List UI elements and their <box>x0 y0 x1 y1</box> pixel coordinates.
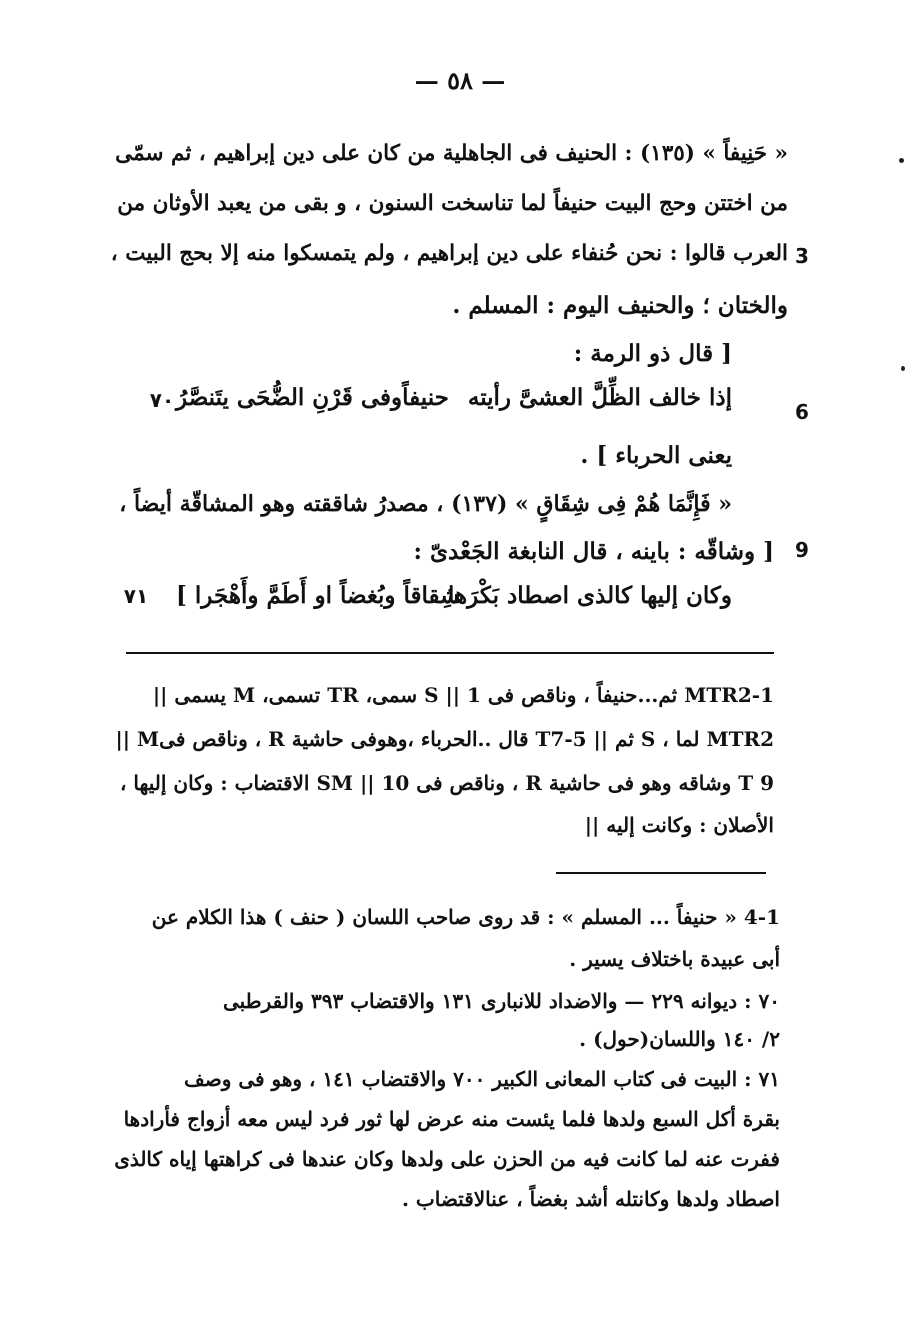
main-text-line: يعنى الحرباء ] . <box>580 442 732 469</box>
variant-line: الأصلان : وكانت إليه || <box>584 813 774 837</box>
notes-separator-rule <box>556 872 766 874</box>
variant-line: MTR2-1 ثم...حنيفاً ، وناقص فى S || 1 سمى، TR تسمى، M يسمى || <box>152 683 774 707</box>
main-text-line: العرب قالوا : نحن حُنفاء على دين إبراهيم ، ولم يتمسكوا منه إلا بحج البيت ، <box>110 241 788 266</box>
line-number-9: 9 <box>795 538 809 562</box>
note-line: ٧١ : البيت فى كتاب المعانى الكبير ٧٠٠ والاقتضاب ١٤١ ، وهو فى وصف <box>184 1067 780 1091</box>
main-text-line: « حَنِيفاً » (١٣٥) : الحنيف فى الجاهلية من كان على دين إبراهيم ، ثم سمّى <box>115 141 788 166</box>
verse-number-71: ٧١ <box>123 584 149 608</box>
note-line: أبى عبيدة باختلاف يسير . <box>569 947 780 971</box>
margin-dot <box>899 158 904 163</box>
line-number-3: 3 <box>795 244 809 268</box>
variant-line: MTR2 لما ، S ثم || T7-5 قال ..الحرباء ،وهوفى حاشية R ، وناقص فىM || <box>115 727 774 751</box>
note-line: بقرة أكل السبع ولدها فلما يئست منه عرض لها ثور فرد ليس معه أزواج فأرادها <box>123 1107 780 1131</box>
note-line: ففرت عنه لما كانت فيه من الحزن على ولدها وكان عندها فى كراهتها إياه كالذى <box>114 1147 780 1171</box>
verse-number-70: ٧٠ <box>149 388 175 412</box>
note-line: ٢/ ١٤٠ واللسان(حول) . <box>579 1027 780 1051</box>
main-text-line: « فَإِنَّمَا هُمْ فِى شِقَاقٍ » (١٣٧) ، مصدرُ شاققته وهو المشاقّة أيضاً ، <box>119 491 732 517</box>
page-number: — ٥٨ — <box>414 66 506 95</box>
margin-dot <box>901 366 905 371</box>
note-line: 4-1 « حنيفاً ... المسلم » : قد روى صاحب اللسان ( حنف ) هذا الكلام عن <box>151 905 780 929</box>
main-text-line: والختان ؛ والحنيف اليوم : المسلم . <box>452 292 788 319</box>
note-line: اصطاد ولدها وكانتله أشد بغضاً ، عنالاقتضاب . <box>401 1187 780 1211</box>
verse-70-second-hemistich: حنيفاًوفى قَرْنِ الضُّحَى يتَنصَّرُ <box>176 384 449 411</box>
verse-70-first-hemistich: إذا خالف الظِّلَّ العشىَّ رأيته <box>467 384 732 411</box>
verse-71-first-hemistich: وكان إليها كالذى اصطاد بَكْرَها <box>448 582 732 609</box>
main-text-line: [ قال ذو الرمة : <box>573 340 732 367</box>
variant-line: T 9 وشاقه وهو فى حاشية R ، وناقص فى SM || 10 الاقتضاب : وكان إليها ، <box>120 771 774 795</box>
separator-rule <box>126 652 774 654</box>
main-text-line: من اختتن وحج البيت حنيفاً لما تناسخت السنون ، و بقى من يعبد الأوثان من <box>117 191 788 216</box>
line-number-6: 6 <box>795 400 809 424</box>
verse-71-second-hemistich: شِقاقاً وبُغضاً او أَطَمَّ وأَهْجَرا ] <box>176 582 460 609</box>
note-line: ٧٠ : ديوانه ٢٢٩ — والاضداد للانبارى ١٣١ والاقتضاب ٣٩٣ والقرطبى <box>222 989 780 1013</box>
main-text-line: [ وشاقّه : باينه ، قال النابغة الجَعْدىّ : <box>413 538 774 565</box>
